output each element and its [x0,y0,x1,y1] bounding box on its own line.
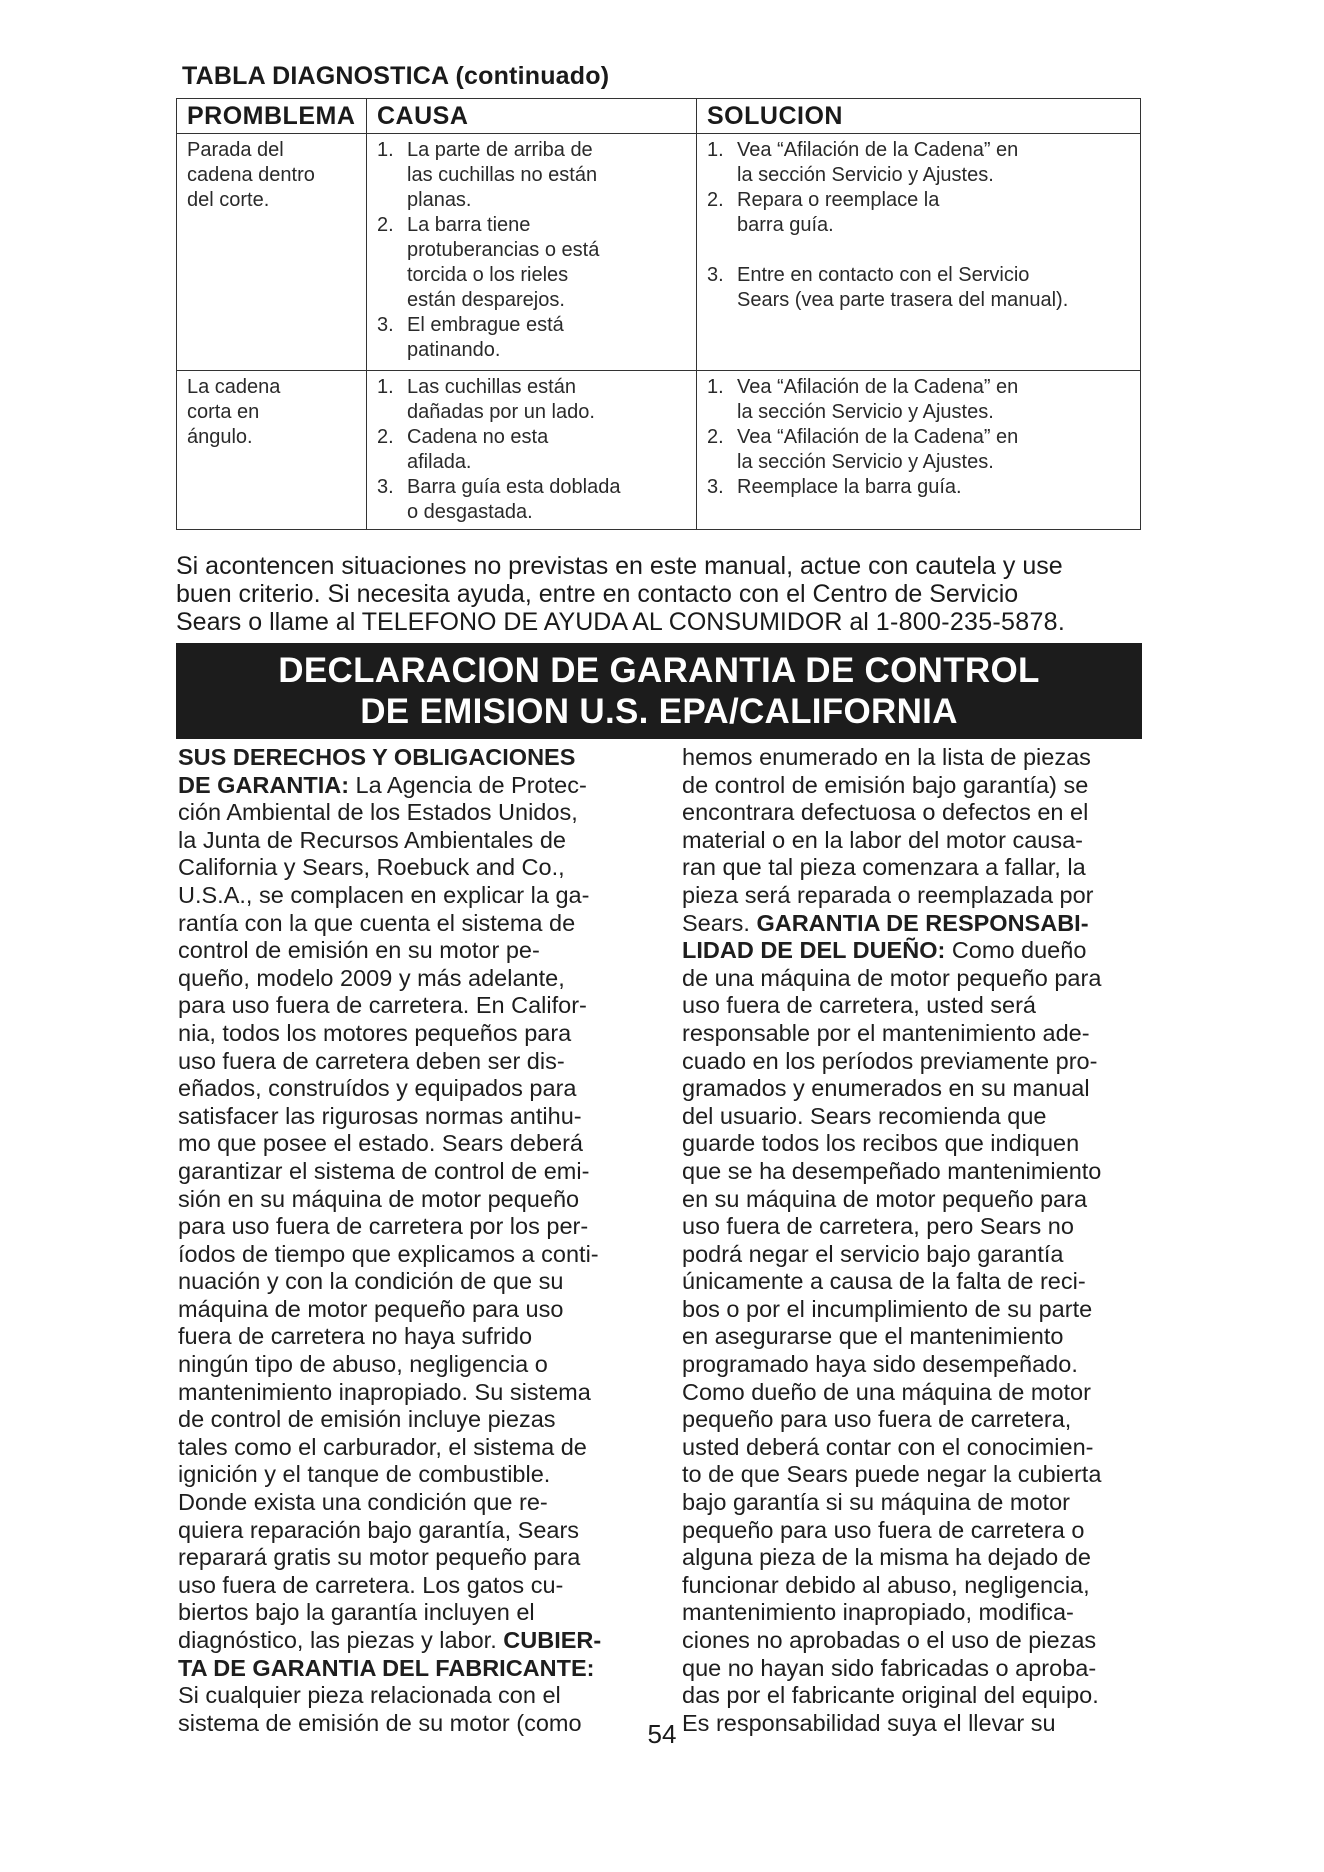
solution-item [707,188,1130,263]
problem-text: La cadena corta en ángulo. [187,376,281,448]
item-number: 2. [707,426,724,448]
item-number: 1. [377,376,394,398]
manufacturer-coverage-body: Si cualquier pieza relacionada con el sistema de emisión de su motor (como [178,1682,582,1736]
cause-item [377,213,686,313]
item-text: Barra guía esta doblada o desgastada. [407,476,621,523]
item-text: Reemplace la barra guía. [737,476,962,498]
cause-cell [367,371,697,530]
table-row [177,134,1141,371]
item-number: 2. [377,426,394,448]
help-note-text: Si acontencen situaciones no previstas en este manual, actue con cautela y use buen criterio. Si necesita ayuda, entre en contacto con el Centro de Servicio Sears o llame al TELEFONO DE AYUDA AL CONSUMIDOR al [176,552,1063,636]
problem-cell [177,371,367,530]
solution-item [707,375,1130,425]
diagnostic-table [176,98,1141,530]
warranty-right-column [682,744,1162,1737]
item-number: 1. [377,139,394,161]
item-text: Vea “Afilación de la Cadena” en la sección Servicio y Ajustes. [737,426,1019,473]
item-text: El embrague está patinando. [407,314,564,361]
cause-item [377,138,686,213]
item-text: La parte de arriba de las cuchillas no están planas. [407,139,598,211]
header-problem: PROMBLEMA [177,99,367,134]
cause-cell [367,134,697,371]
warranty-banner [176,643,1142,739]
header-cause: CAUSA [367,99,697,134]
item-text: Cadena no esta afilada. [407,426,549,473]
item-number: 2. [377,214,394,236]
rights-body: La Agencia de Protec- ción Ambiental de los Estados Unidos, la Junta de Recursos Ambientales de California y Sears, Roebuck and Co., U.S.A., se complacen en explicar la ga- rantía con la que cuenta el sistema de control de emisión en su motor pe- queño, modelo 2009 y más adelante, para uso fuera de carretera. En Califor- nia, todos los motores pequeños para uso fuera de carretera deben ser dis- eñados, construídos y equipados para satisfacer las rigurosas normas antihu- mo que posee el estado. Sears deberá garantizar el sistema de control de emi- sión en su máquina de motor pequeño para uso fuera de carretera por los per- íodos de tiempo que explicamos a conti- nuación y con la condición de que su máquina de motor pequeño para uso fuera de carretera no haya sufrido ningún tipo de abuso, negligencia o mantenimiento inapropiado. Su sistema de control de emisión incluye piezas tales como el carburador, el sistema de ignición y el tanque de combustible. Donde exista una condición que re- quiera reparación bajo garantía, Sears reparará gratis su motor pequeño para uso fuera de carretera. Los gatos cu- biertos bajo la garantía incluyen el diagnóstico, las piezas y labor. [178,771,599,1653]
help-phone-number: 1-800-235-5878. [875,608,1066,636]
header-solution: SOLUCION [697,99,1141,134]
item-number: 1. [707,139,724,161]
item-text: Vea “Afilación de la Cadena” en la sección Servicio y Ajustes. [737,376,1019,423]
problem-cell [177,134,367,371]
cause-item [377,313,686,363]
item-number: 3. [707,264,724,286]
item-text: Las cuchillas están dañadas por un lado. [407,376,595,423]
item-text: Vea “Afilación de la Cadena” en la sección Servicio y Ajustes. [737,139,1019,186]
owner-responsibility-body: Como dueño de una máquina de motor pequeño para uso fuera de carretera, usted será responsable por el mantenimiento ade- cuado en los períodos previamente pro- gramados y enumerados en su manual del usuario. Sears recomienda que guarde todos los recibos que indiquen que se ha desempeñado mantenimiento en su máquina de motor pequeño para uso fuera de carretera, pero Sears no podrá negar el servicio bajo garantía únicamente a causa de la falta de reci- bos o por el incumplimiento de su parte en asegurarse que el mantenimiento programado haya sido desempeñado. Como dueño de una máquina de motor pequeño para uso fuera de carretera, usted deberá contar con el conocimien- to de que Sears puede negar la cubierta bajo garantía si su máquina de motor pequeño para uso fuera de carretera o alguna pieza de la misma ha dejado de funcionar debido al abuso, negligencia, mantenimiento inapropiado, modifica- ciones no aprobadas o el uso de piezas que no hayan sido fabricadas o aproba- das por el fabricante original del equipo. Es responsabilidad suya el llevar su [682,937,1102,1736]
coverage-body-continued: hemos enumerado en la lista de piezas de control de emisión bajo garantía) se encontrara defectuosa o defectos en el material o en la labor del motor causa- ran que tal pieza comenzara a fallar, la pieza será reparada o reemplazada por Sears. [682,744,1094,936]
item-number: 3. [377,314,394,336]
rights-heading: SUS DERECHOS Y OBLIGACIONES DE GARANTIA: [178,744,576,798]
banner-line-1: DECLARACION DE GARANTIA DE CONTROL [278,651,1040,690]
page-number: 54 [647,1719,677,1749]
item-number: 3. [707,476,724,498]
cause-item [377,475,686,525]
item-text: La barra tiene protuberancias o está torcida o los rieles están desparejos. [407,214,600,311]
warranty-left-column [178,744,658,1737]
manufacturer-coverage-heading: CUBIER- TA DE GARANTIA DEL FABRICANTE: [178,1627,602,1681]
solution-item [707,138,1130,188]
solution-cell [697,371,1141,530]
problem-text: Parada del cadena dentro del corte. [187,139,315,211]
item-text: Entre en contacto con el Servicio Sears (vea parte trasera del manual). [737,264,1069,311]
solution-item [707,425,1130,475]
item-number: 2. [707,189,724,211]
table-header-row [177,99,1141,134]
help-note [176,552,1156,636]
item-text: Repara o reemplace la barra guía. [737,189,940,236]
owner-responsibility-heading: GARANTIA DE RESPONSABI- LIDAD DE DEL DUEÑO: [682,909,1089,964]
banner-line-2: DE EMISION U.S. EPA/CALIFORNIA [360,692,958,731]
table-row [177,371,1141,530]
solution-item [707,475,1130,500]
item-number: 1. [707,376,724,398]
solution-cell [697,134,1141,371]
item-number: 3. [377,476,394,498]
cause-item [377,375,686,425]
diagnostic-table-title: TABLA DIAGNOSTICA (continuado) [182,62,610,90]
solution-item [707,263,1130,313]
cause-item [377,425,686,475]
